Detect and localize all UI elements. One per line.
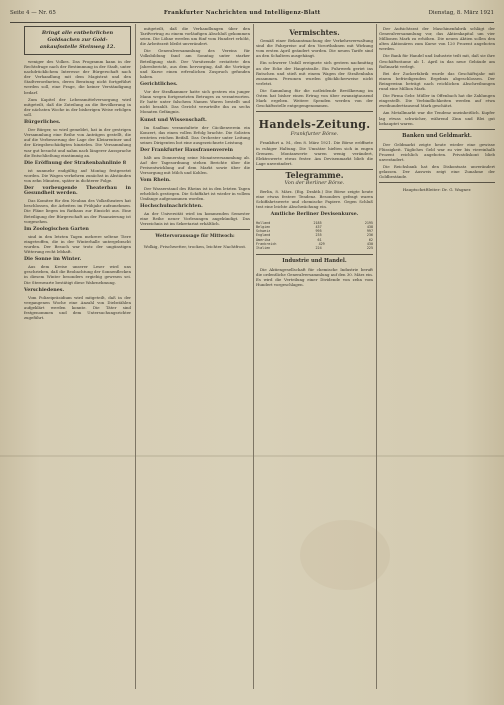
- table-cell: Belgien: [256, 224, 271, 229]
- table-cell: 62: [368, 237, 373, 242]
- article-paragraph: sind in den letzten Tagen mehrere seltene Tiere eingetroffen, die in der Winterhalle untergebracht wurden. Der Besuch war trotz der ungünstigen Witterung recht lebhaft.: [24, 233, 131, 255]
- article-paragraph: Berlin, 8. März. (Eig. Drahtb.) Die Börse zeigte heute eine etwas festere Tendenz. Besonders gefragt waren Schiffahrtswerte und chemische Papiere. Gegen Schluß trat eine leichte Abschwächung ein.: [256, 189, 373, 210]
- article-paragraph: An der Universität wird im kommenden Semester eine Reihe neuer Vorlesungen angekündigt. Das Verzeichnis ist im Sekretariat erhältlich.: [140, 210, 250, 227]
- article-paragraph: mitgeteilt, daß die Verhandlungen über den Tarifvertrag zu einem vorläufigen Abschluß gekommen seien. Die Löhne werden um fünf vom Hundert erhöht, die Arbeitszeit bleibt unverändert.: [140, 26, 250, 47]
- article-heading: Kunst und Wissenschaft.: [140, 116, 207, 123]
- table-title: Amtliche Berliner Devisenkurse.: [270, 211, 359, 218]
- table-cell: 430: [366, 242, 373, 247]
- article-paragraph: Der Bürger, so wird gemeldet, hat in der gestrigen Versammlung eine Reihe von Anträgen gestellt, die auf die Verbesserung der Lage der Kleinrentner und der Kriegsbeschädigten hinzielen. Die Versammlung war gut besucht und nahm nach längerer Aussprache die Entschließung einstimmig an.: [24, 127, 131, 158]
- table-cell: 235: [315, 233, 322, 238]
- article-paragraph: Das Komitee für den Neubau des Volkstheaters hat beschlossen, die Arbeiten im Frühjahr aufzunehmen. Die Pläne liegen im Rathaus zur Einsicht aus. Eine Beteiligung der Bürgerschaft an der Finanzierung ist vorgesehen.: [24, 198, 131, 224]
- article-paragraph: Aus dem Kreise unserer Leser wird uns geschrieben, daß die Beobachtung der Sonnenflecken in diesem Winter besonders ergiebig gewesen sei. Die Sternwarte bestätigt diese Wahrnehmung.: [24, 264, 131, 285]
- exchange-rate-table: [256, 221, 373, 251]
- table-cell: Frankreich: [256, 242, 277, 247]
- article-heading: Der Frankfurter Hausfrauenverein: [140, 146, 234, 153]
- telegramme-heading: Telegramme.: [285, 169, 344, 180]
- article-paragraph: Ein schwerer Unfall ereignete sich gestern nachmittag an der Ecke der Hauptstraße. Ein Fuhrwerk geriet ins Rutschen und stieß mit einem Wagen der Straßenbahn zusammen. Personen wurden glücklicherweise nicht verletzt.: [256, 60, 373, 86]
- article-paragraph: Zum Kapitel der Lebensmittelversorgung wird mitgeteilt, daß die Zuteilung an die Bevölkerung in der nächsten Woche in der bisherigen Weise erfolgen soll.: [24, 96, 131, 117]
- masthead-date: Dienstag, 8. März 1921: [428, 10, 494, 16]
- article-paragraph: Die Firma Gebr. Müller in Offenbach hat die Zahlungen eingestellt. Die Verbindlichkeiten werden auf etwa zweihunderttausend Mark geschätzt.: [379, 93, 495, 109]
- weather-forecast-title: Wettervoraussage für Mittwoch:: [155, 234, 235, 240]
- article-paragraph: Die Sammlung für die notleidende Bevölkerung im Osten hat bisher einen Ertrag von über zwanzigtausend Mark ergeben. Weitere Spenden werden von der Geschäftsstelle entgegengenommen.: [256, 87, 373, 109]
- weather-forecast-text: Wolkig, Frischwetter, trocken, leichter Nachtfrost.: [143, 243, 247, 249]
- table-cell: 236: [366, 233, 373, 238]
- column-2: [140, 26, 250, 689]
- article-paragraph: Der Aufsichtsrat der Maschinenfabrik schlägt der Generalversammlung vor, das Aktienkapital um vier Millionen Mark zu erhöhen. Die neuen Aktien sollen den alten Aktionären zum Kurse von 120 Prozent angeboten werden.: [379, 26, 495, 52]
- article-heading: Im Zoologischen Garten: [24, 225, 89, 232]
- article-paragraph: Die Generalversammlung des Vereins für Volksbildung fand am Sonntag unter starker Beteiligung statt. Der Vorsitzende erstattete den Jahresbericht, aus dem hervorging, daß die Vorträge und Kurse einen erfreulichen Zuspruch gefunden haben.: [140, 48, 250, 79]
- article-heading: Die Eröffnung der Straßenbahnlinie 8: [24, 159, 127, 166]
- banken-heading: Banken und Geldmarkt.: [402, 132, 472, 139]
- article-heading: Vom Rhein.: [140, 177, 171, 184]
- section-divider: [256, 254, 373, 255]
- table-cell: Holland: [256, 220, 271, 225]
- article-paragraph: Frankfurt a. M., den 8. März 1921. Die Börse eröffnete in ruhiger Haltung. Die Umsätze hielten sich in engen Grenzen. Montanwerte waren wenig verändert, Elektrowerte etwas fester. Am Devisenmarkt blieb die Lage unverändert.: [256, 140, 373, 166]
- article-paragraph: ist nunmehr endgültig auf Montag festgesetzt worden. Die Wagen verkehren zunächst in Abständen von zehn Minuten, später in dichterer Folge.: [24, 167, 131, 183]
- article-heading: Der vorbeugende Theaterbau in Gesundheit werden.: [24, 185, 131, 197]
- article-paragraph: Die Aktiengesellschaft für chemische Industrie beruft die ordentliche Generalversammlung auf den 30. März ein. Es wird die Verteilung einer Dividende von zehn vom Hundert vorgeschlagen.: [256, 266, 373, 287]
- column-4: [379, 26, 495, 689]
- article-paragraph: Im Saalbau veranstaltete der Cäcilienverein ein Konzert, das einen vollen Erfolg brachte. Die Solisten ernteten reichen Beifall. Das Orchester unter Leitung seines Dirigenten bot eine ausgezeichnete Leistung.: [140, 124, 250, 145]
- table-cell: 995: [315, 229, 322, 234]
- section-title-vermischtes: Vermischtes.: [289, 28, 340, 37]
- article-paragraph: weniger des Volkes. Das Programm kann in der Rechtsfrage nach der Bestimmung in der Stadt, unter nachdrücklichem Interesse der Bürgerschaft nach der Verhandlung mit dem Magistrat und den Stadtverordneten, deren Beratung nicht fortgeführt werden soll, eine Frage, die keiner Verständigung bedarf.: [24, 59, 131, 95]
- article-paragraph: Der Geldmarkt zeigte heute wieder eine gewisse Flüssigkeit. Tägliches Geld war zu vier bis viereinhalb Prozent reichlich angeboten. Privatdiskont blieb unverändert.: [379, 141, 495, 163]
- article-paragraph: Die Reichsbank hat den Diskontsatz unverändert gelassen. Der Ausweis zeigt eine Zunahme der Goldbestände.: [379, 164, 495, 180]
- article-heading: Gerichtliches.: [140, 80, 178, 87]
- table-cell: 61: [317, 237, 322, 242]
- table-cell: 224: [315, 246, 322, 251]
- masthead-page-number: Seite 4 — Nr. 65: [10, 10, 56, 16]
- table-row: [256, 246, 373, 250]
- column-rule: [253, 24, 254, 689]
- section-divider: [379, 129, 495, 130]
- section-divider: [256, 111, 373, 112]
- article-paragraph: Bei der Zuckerfabrik wurde das Geschäftsjahr mit einem befriedigenden Ergebnis abgeschlossen. Der Reingewinn beträgt nach reichlichen Abschreibungen rund eine Million Mark.: [379, 70, 495, 92]
- article-paragraph: Am Metallmarkt war die Tendenz uneinheitlich. Kupfer lag etwas schwächer, während Zinn und Blei gut behauptet waren.: [379, 110, 495, 126]
- section-divider: [140, 229, 250, 230]
- article-paragraph: Gemäß einer Bekanntmachung der Verkehrsverwaltung sind die Fahrpreise auf den Vorortbahnen mit Wirkung vom ersten April geändert worden. Die neuen Tarife sind an den Schaltern ausgehängt.: [256, 38, 373, 59]
- section-divider: [379, 182, 495, 183]
- article-paragraph: Vom Polizeipräsidium wird mitgeteilt, daß in der vergangenen Woche eine Anzahl von Diebstählen aufgeklärt werden konnte. Die Täter sind festgenommen und dem Untersuchungsrichter zugeführt.: [24, 294, 131, 321]
- gold-notice-box: Bringt alle entbehrlichen Goldsachen zur Gold-ankaufsstelle Steinweg 12.: [24, 26, 131, 55]
- table-cell: Schweiz: [256, 229, 271, 234]
- article-paragraph: Die Bank für Handel und Industrie teilt mit, daß sie ihre Geschäftsräume ab 1. April in das neue Gebäude am Roßmarkt verlegt.: [379, 53, 495, 69]
- table-cell: 2185: [313, 220, 322, 225]
- article-heading: Verschiedenes.: [24, 286, 65, 293]
- table-cell: England: [256, 233, 271, 238]
- table-cell: 225: [366, 246, 373, 251]
- column-3: [256, 26, 373, 689]
- handels-zeitung-heading: Handels-Zeitung.: [258, 118, 371, 132]
- column-1: [24, 26, 131, 689]
- table-cell: 429: [318, 242, 325, 247]
- article-heading: Hochschulnachrichten.: [140, 202, 203, 209]
- editor-credit: Hauptschriftleiter: Dr. G. Wagner.: [402, 187, 472, 193]
- table-cell: Amerika: [256, 237, 271, 242]
- table-cell: 438: [366, 224, 373, 229]
- table-cell: Italien: [256, 246, 271, 251]
- masthead: [10, 6, 494, 23]
- article-heading: Die Sonne im Winter.: [24, 256, 82, 263]
- table-cell: 997: [366, 229, 373, 234]
- boerse-subheading: Frankfurter Börse.: [290, 131, 339, 138]
- masthead-title: Frankfurter Nachrichten und Intelligenz-Blatt: [163, 10, 321, 16]
- table-cell: 2195: [364, 220, 373, 225]
- industrie-heading: Industrie und Handel.: [282, 257, 347, 264]
- article-paragraph: Der Wasserstand des Rheins ist in den letzten Tagen erheblich gestiegen. Die Schiffahrt ist wieder in vollem Umfange aufgenommen worden.: [140, 185, 250, 201]
- article-paragraph: hält am Donnerstag seine Monatsversammlung ab. Auf der Tagesordnung stehen Berichte über die Preisentwicklung auf dem Markt sowie über die Versorgung mit Milch und Kohlen.: [140, 155, 250, 176]
- telegramme-subheading: Von der Berliner Börse.: [284, 179, 345, 186]
- column-rule: [376, 24, 377, 689]
- article-paragraph: Vor der Strafkammer hatte sich gestern ein junger Mann wegen fortgesetzten Betruges zu verantworten. Er hatte unter falschem Namen Waren bestellt und nicht bezahlt. Das Gericht verurteilte ihn zu sechs Monaten Gefängnis.: [140, 89, 250, 115]
- table-cell: 437: [315, 224, 322, 229]
- article-heading: Bürgerliches.: [24, 119, 61, 126]
- column-rule: [135, 24, 136, 689]
